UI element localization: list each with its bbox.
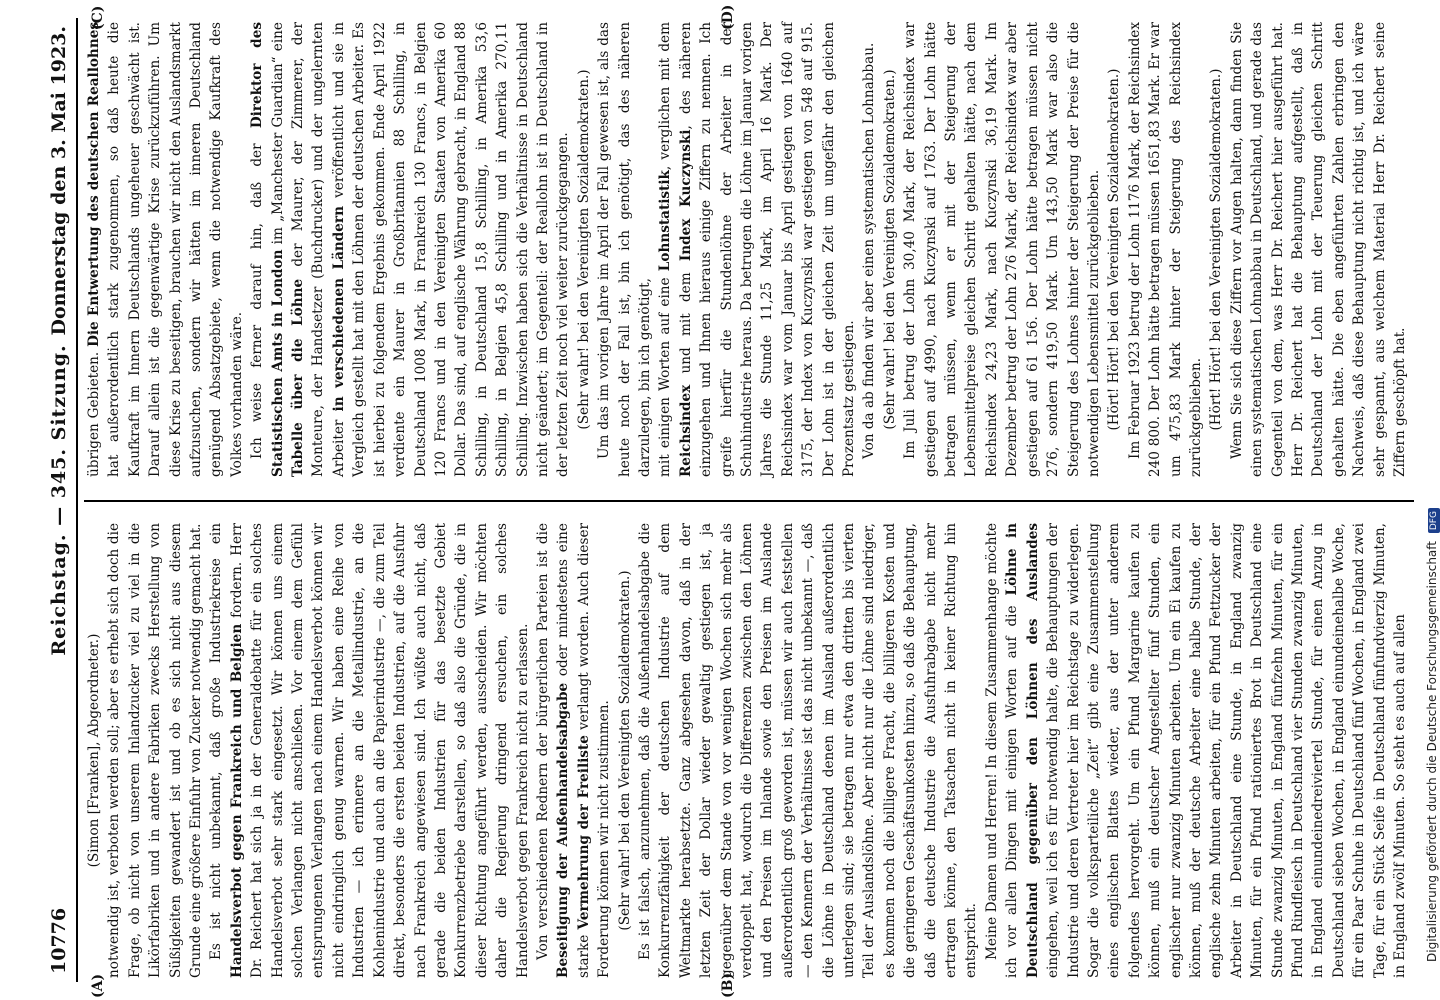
paragraph: Von da ab finden wir aber einen systematischen Lohnabbau. xyxy=(861,42,878,459)
running-title: Reichstag. — 345. Sitzung. xyxy=(48,344,70,656)
paragraph: Im Februar 1923 betrug der Lohn 1176 Mark, der Reichsindex 240 800. Der Lohn hätte betragen müssen 1651,83 Mark. Er war um 475,83 Mark hinter der Steigerung des Reichsindex zurückgeblieben. xyxy=(1126,22,1204,477)
emphasis: Vermehrung der Freiliste xyxy=(575,735,592,930)
credit-text: Digitalisierung gefördert durch die Deutsche Forschungsgemeinschaft xyxy=(1425,540,1439,962)
page-header xyxy=(42,18,78,982)
paragraph xyxy=(533,523,615,978)
interjection: (Sehr wahr! bei den Vereinigten Sozialdemokraten.) xyxy=(881,69,898,430)
emphasis: Index Kuczynski xyxy=(677,129,694,262)
margin-marker-a: (A) xyxy=(90,973,106,998)
column-divider xyxy=(84,500,1414,502)
paragraph xyxy=(247,22,574,477)
interjection: (Sehr wahr! bei den Vereinigten Sozialdemokraten.) xyxy=(616,570,633,931)
text-run: , verglichen mit dem xyxy=(657,22,674,171)
speaker-line: (Simon [Franken], Abgeordneter.) xyxy=(86,633,102,868)
document-page xyxy=(20,4,1439,998)
interjection: (Hört! Hört! bei den Vereinigten Sozialdemokraten.) xyxy=(1106,68,1123,431)
text-run: veröffentlicht und sie in Vergleich gestellt hat mit den Löhnen der deutschen Arbeiter. Es ist hierbei zu folgendem Ergebnis gekommen. Ende April 1922 verdiente ein Maurer in Großbritannien 88 Schilling, in Deutschland 1008 Mark, in Frankreich 130 Francs, in Belgien 120 Francs und in den Vereinigten Staaten von Amerika 60 Dollar. Das sind, auf englische Währung gebracht, in England 88 Schilling, in Deutschland 15,8 Schilling, in Amerika 53,6 Schilling, in Belgien 45,8 Schilling und in Amerika 270,11 Schilling. Inzwischen haben sich die Verhältnisse in Deutschland nicht geändert; im Gegenteil: der Reallohn ist in Deutschland in der letzten Zeit noch viel weiter zurückgegangen. xyxy=(330,22,572,477)
margin-marker-b: (B) xyxy=(720,972,736,998)
page-number: 10776 xyxy=(48,907,70,974)
header-date: Donnerstag den 3. Mai 1923. xyxy=(48,26,70,336)
text-run: eingehen, weil ich es für notwendig halte, die Behauptungen der Industrie und deren Vertreter hier im Reichstage zu widerlegen. Sogar die volksparteiliche „Zeit“ gibt eine Zusammenstellung eines englischen Blattes wieder, aus der unter anderem folgendes hervorgeht. Um ein Pfund Margarine kaufen zu können, muß ein deutscher Angestellter fünf Stunden, ein englischer nur zwanzig Minuten arbeiten. Um ein Ei kaufen zu können, muß der deutsche Arbeiter eine halbe Stunde, der englische zehn Minuten arbeiten, für ein Pfund Fettzucker der Arbeiter in Deutschland eine Stunde, in England zwanzig Minuten, für ein Pfund rationiertes Brot in Deutschland eine Stunde zwanzig Minuten, in England fünfzehn Minuten, für ein Pfund Rindfleisch in Deutschland vier Stunden zwanzig Minuten, in England einundeinedreiviertel Stunde, für einen Anzug in Deutschland sieben Wochen, in England einundeinehalbe Woche, für ein Paar Schuhe in Deutschland fünf Wochen, in England zwei Tage, für ein Stück Seife in Deutschland fünfundvierzig Minuten, in England zwölf Minuten. So steht es auch auf allen xyxy=(1045,523,1408,978)
text-run: , des näheren einzugehen und Ihnen hieraus einige Ziffern zu nennen. Ich greife hierfür die Stundenlöhne der Arbeiter in der Schuhindustrie heraus. Da betrugen die Löhne im Januar vorigen Jahres die Stunde 11,25 Mark, im April 16 Mark. Der Reichsindex war vom Januar bis April gestiegen von 1640 auf 3175, der Index von Kuczynski war gestiegen von 548 auf 915. Der Lohn ist in der gleichen Zeit um ungefähr den gleichen Prozentsatz gestiegen. xyxy=(677,22,858,477)
text-run: hat außerordentlich stark zugenommen, so daß heute die Kaufkraft im Innern Deutschlands ungeheuer geschwächt ist. Darauf allein ist die gegenwärtige Krise zurückzuführen. Um diese Krise zu beseitigen, brauchen wir nicht den Auslandsmarkt aufzusuchen, sondern wir hätten im inneren Deutschland genügend Absatzgebiete, wenn die notwendige Kaufkraft des Volkes vorhanden wäre. xyxy=(106,22,245,477)
dfg-logo: DFG xyxy=(1428,508,1440,533)
digitization-credit xyxy=(1425,508,1440,962)
emphasis: Lohnstatistik xyxy=(657,170,674,272)
text-run: Meine Damen und Herren! In diesem Zusammenhange möchte ich vor allen Dingen mit einigen Worten auf die xyxy=(983,523,1021,978)
paragraph: Es ist falsch, anzunehmen, daß die Außenhandelsabgabe die Konkurrenzfähigkeit der deutschen Industrie auf dem Weltmarkte herabsetzte. Ganz abgesehen davon, daß in der letzten Zeit der Dollar wieder gewaltig gestiegen ist, ja gegenüber dem Stande von vor wenigen Wochen sich mehr als verdoppelt hat, wodurch die Differenzen zwischen den Löhnen und den Preisen im Inlande sowie den Preisen im Auslande außerordentlich groß geworden ist, müssen wir auch feststellen — den Kennern der Verhältnisse ist das nicht unbekannt —, daß die Löhne in Deutschland denen im Ausland außerordentlich unterlegen sind; sie betragen nur etwa den dritten bis vierten Teil der Auslandslöhne. Aber nicht nur die Löhne sind niedriger, es kommen noch die billigere Fracht, die billigeren Kosten und die geringeren Geschäftsunkosten hinzu, so daß die Behauptung, daß die deutsche Industrie die Ausfuhrabgabe nicht mehr ertragen könne, den Tatsachen nicht in keiner Richtung hin entspricht. xyxy=(636,523,980,978)
paragraph: Wenn Sie sich diese Ziffern vor Augen halten, dann finden Sie einen systematischen Lohnabbau in Deutschland, und gerade das Gegenteil von dem, was Herr Dr. Reichert hier ausgeführt hat. Herr Dr. Reichert hat die Behauptung aufgestellt, daß in Deutschland der Lohn mit der Teuerung gleichen Schritt gehalten hätte. Die eben angeführten Zahlen erbringen den Nachweis, daß diese Behauptung nicht richtig ist, und ich wäre sehr gespannt, aus welchem Material Herr Dr. Reichert seine Ziffern geschöpft hat. xyxy=(1228,22,1408,477)
text-run: und mit dem xyxy=(677,261,694,385)
margin-marker-d: (D) xyxy=(720,4,736,30)
text-run: Ich weise ferner darauf hin, daß der xyxy=(249,128,266,459)
emphasis: in verschiedenen Ländern xyxy=(330,206,347,412)
text-run: mit einigen Worten auf eine xyxy=(657,271,674,477)
emphasis: Löhne in Deutschland gegenüber den Löhnen des Auslandes xyxy=(1004,523,1041,978)
margin-marker-c: (C) xyxy=(90,5,106,30)
emphasis: Tabelle über die Löhne xyxy=(290,278,307,477)
text-run: fordern. Herr Dr. Reichert hat sich ja in der Generaldebatte für ein solches Handelsverbot sehr stark eingesetzt. Wir können uns einem solchen Verlangen nicht anschließen. Vor einem dem Gefühl entsprungenen Verlangen nach einem Handelsverbot können wir nicht eindringlich genug warnen. Wir haben eine Reihe von Industrien — ich erinnere an die Metallindustrie, an die Kohlenindustrie und auch an die Papierindustrie —, die zum Teil direkt, besonders die ersten beiden Industrien, auf die Ausfuhr nach Frankreich angewiesen sind. Ich wüßte auch nicht, daß gerade die beiden Industrien für das besetzte Gebiet Konkurrenzbetriebe darstellen, so daß also die Gründe, die in dieser Richtung angeführt werden, ausscheiden. Wir möchten daher die Regierung dringend ersuchen, ein solches Handelsverbot gegen Frankreich nicht zu erlassen. xyxy=(228,523,531,978)
paragraph xyxy=(206,523,533,978)
paragraph: Im Juli betrug der Lohn 30,40 Mark, der Reichsindex war gestiegen auf 4990, nach Kuczynski auf 1763. Der Lohn hätte betragen müssen, wenn er mit der Steigerung der Lebensmittelpreise gleichen Schritt gehalten hätte, nach dem Reichsindex 24,23 Mark, nach Kuczynski 36,19 Mark. Im Dezember betrug der Lohn 276 Mark, der Reichsindex war aber gestiegen auf 61 156. Der Lohn hätte betragen müssen nicht 276, sondern 419,50 Mark. Um 143,50 Mark war also die Steigerung des Lohnes hinter der Steigerung der Preise für die notwendigen Lebensmittel zurückgeblieben. xyxy=(902,22,1102,477)
text-run: Es ist nicht unbekannt, daß große Industriekreise ein xyxy=(208,523,225,960)
text-run: verlangt worden. Auch dieser Forderung können wir nicht zustimmen. xyxy=(575,523,613,978)
emphasis: Handelsverbot gegen Frankreich und Belgien xyxy=(228,623,245,978)
text-run: Von verschiedenen Rednern der bürgerlichen Parteien ist die xyxy=(534,523,551,960)
emphasis: Beseitigung der Außenhandelsabgabe xyxy=(555,682,572,978)
interjection: (Sehr wahr! bei den Vereinigten Sozialdemokraten.) xyxy=(575,69,592,430)
text-run: im „Manchester Guardian“ eine xyxy=(269,22,286,250)
emphasis: Die Entwertung des deutschen Reallohnes xyxy=(86,21,102,347)
paragraph: notwendig ist, verboten werden soll; aber es erhebt sich doch die Frage, ob nicht von unserem Inlandzucker viel zu viel in die Likörfabriken und in andere Fabriken zwecks Herstellung von Süßigkeiten gewandert ist und ob es sich nicht aus diesem Grunde eine größere Einfuhr von Zucker notwendig gemacht hat. xyxy=(106,523,205,978)
emphasis: Direktor des Statistischen Amts in London xyxy=(249,22,286,477)
right-column xyxy=(84,22,1414,477)
emphasis: Reichsindex xyxy=(677,384,694,477)
paragraph: Um das im vorigen Jahre im April der Fall gewesen ist, als das heute noch der Fall ist, bin ich genötigt, das des näheren darzulegen, bin ich genötigt, xyxy=(596,22,653,477)
interjection: (Hört! Hört! bei den Vereinigten Sozialdemokraten.) xyxy=(1208,68,1225,431)
paragraph xyxy=(655,22,859,477)
text-run: oder mindestens eine starke xyxy=(555,523,592,978)
text-run: der Maurer, der Zimmerer, der Monteure, der Handsetzer (Buchdrucker) und der ungelernten Arbeiter xyxy=(290,22,347,477)
text-run: übrigen Gebieten. xyxy=(86,346,102,477)
paragraph xyxy=(84,22,247,477)
left-column xyxy=(84,523,1414,978)
paragraph xyxy=(982,523,1411,978)
